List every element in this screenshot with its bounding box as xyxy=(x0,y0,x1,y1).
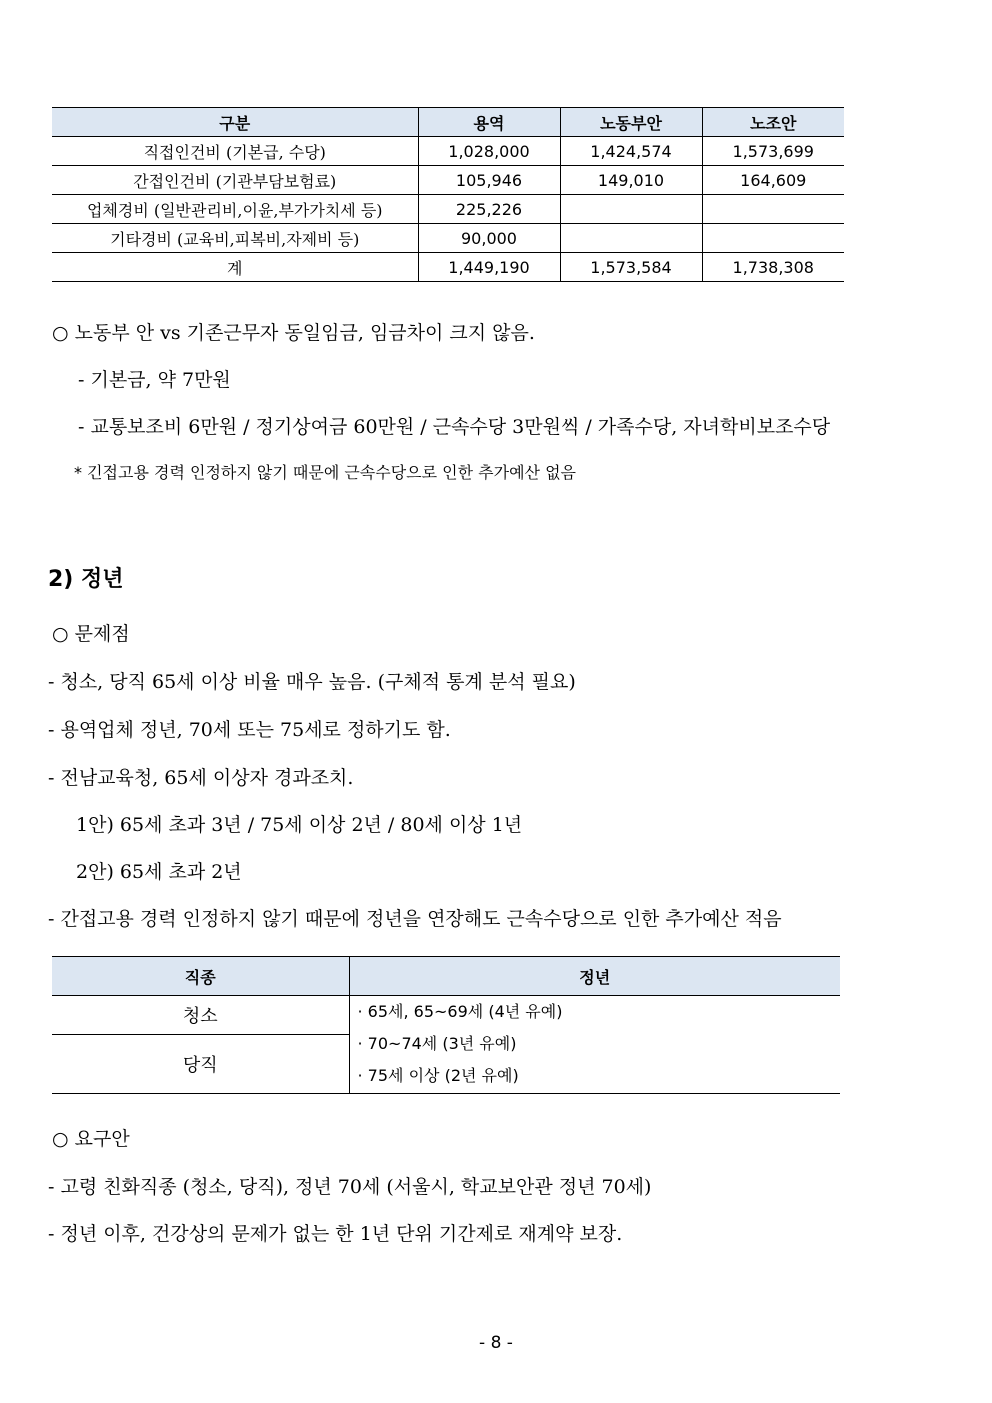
section-heading: 2) 정년 xyxy=(48,567,124,592)
table-header-cell: 직종 xyxy=(52,957,349,996)
table-cell: 1,028,000 xyxy=(418,137,560,166)
body-line: - 용역업체 정년, 70세 또는 75세로 정하기도 함. xyxy=(48,719,451,741)
table-header-cell: 노동부안 xyxy=(560,108,702,137)
table-cell: 1,424,574 xyxy=(560,137,702,166)
body-line: 1안) 65세 초과 3년 / 75세 이상 2년 / 80세 이상 1년 xyxy=(76,814,523,836)
table-row xyxy=(52,137,844,166)
table-cell: 90,000 xyxy=(418,224,560,253)
table-cell: 225,226 xyxy=(418,195,560,224)
table-cell: 1,738,308 xyxy=(702,253,844,282)
note-line: - 교통보조비 6만원 / 정기상여금 60만원 / 근속수당 3만원씩 / 가족수당, 자녀학비보조수당 xyxy=(78,416,831,438)
footnote-line: * 긴접고용 경력 인정하지 않기 때문에 근속수당으로 인한 추가예산 없음 xyxy=(74,463,576,482)
table-cell xyxy=(702,224,844,253)
table-cell: 당직 xyxy=(52,1035,349,1094)
table-cell: 직접인건비 (기본급, 수당) xyxy=(52,137,418,166)
body-line: - 고령 친화직종 (청소, 당직), 정년 70세 (서울시, 학교보안관 정년 70세) xyxy=(48,1176,652,1198)
table-cell: 164,609 xyxy=(702,166,844,195)
table-header-row xyxy=(52,108,844,137)
age-line: · 75세 이상 (2년 유예) xyxy=(357,1066,519,1085)
note-line: - 기본금, 약 7만원 xyxy=(78,369,231,391)
subheading: ○ 문제점 xyxy=(52,623,130,645)
table-row xyxy=(52,166,844,195)
body-line: - 청소, 당직 65세 이상 비율 매우 높음. (구체적 통계 분석 필요) xyxy=(48,671,576,693)
table-cell: 1,573,584 xyxy=(560,253,702,282)
cost-comparison-table xyxy=(52,107,844,282)
table-row xyxy=(52,195,844,224)
retirement-age-cell xyxy=(349,996,840,1094)
retirement-age-table xyxy=(52,956,840,1094)
table-total-row xyxy=(52,253,844,282)
table-cell: 기타경비 (교육비,피복비,자제비 등) xyxy=(52,224,418,253)
table-header-cell: 정년 xyxy=(349,957,840,996)
body-line: 2안) 65세 초과 2년 xyxy=(76,861,242,883)
table-cell xyxy=(560,195,702,224)
table-row xyxy=(52,996,840,1035)
table-cell: 업체경비 (일반관리비,이윤,부가가치세 등) xyxy=(52,195,418,224)
subheading: ○ 요구안 xyxy=(52,1128,130,1150)
body-line: - 전남교육청, 65세 이상자 경과조치. xyxy=(48,767,354,789)
table-cell: 1,449,190 xyxy=(418,253,560,282)
table-row xyxy=(52,224,844,253)
table-cell: 청소 xyxy=(52,996,349,1035)
table-cell xyxy=(702,195,844,224)
table-cell: 1,573,699 xyxy=(702,137,844,166)
age-line: · 70~74세 (3년 유예) xyxy=(357,1034,517,1053)
body-line: - 간접고용 경력 인정하지 않기 때문에 정년을 연장해도 근속수당으로 인한 추가예산 적음 xyxy=(48,908,782,930)
table-header-cell: 구분 xyxy=(52,108,418,137)
age-line: · 65세, 65~69세 (4년 유예) xyxy=(357,1002,563,1021)
table-header-cell: 노조안 xyxy=(702,108,844,137)
table-header-cell: 용역 xyxy=(418,108,560,137)
body-line: - 정년 이후, 건강상의 문제가 없는 한 1년 단위 기간제로 재계약 보장. xyxy=(48,1223,623,1245)
page-number: - 8 - xyxy=(479,1333,513,1353)
note-line: ○ 노동부 안 vs 기존근무자 동일임금, 임금차이 크지 않음. xyxy=(52,322,535,344)
table-cell xyxy=(560,224,702,253)
table-cell: 105,946 xyxy=(418,166,560,195)
table-cell: 간접인건비 (기관부담보험료) xyxy=(52,166,418,195)
table-cell: 계 xyxy=(52,253,418,282)
table-header-row xyxy=(52,957,840,996)
table-cell: 149,010 xyxy=(560,166,702,195)
